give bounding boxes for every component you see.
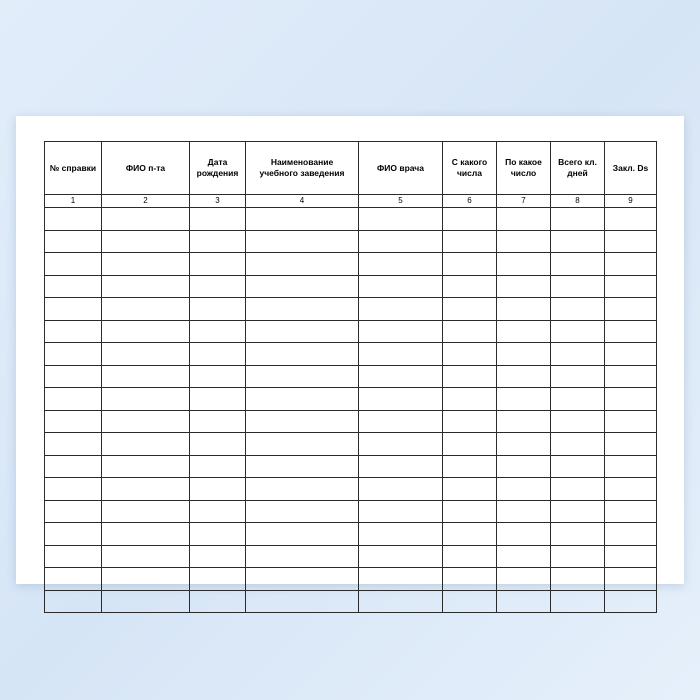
table-cell[interactable] xyxy=(45,410,102,433)
column-number: 5 xyxy=(359,195,443,208)
table-cell[interactable] xyxy=(497,253,551,276)
table-cell[interactable] xyxy=(443,455,497,478)
table-cell[interactable] xyxy=(605,388,657,411)
table-cell[interactable] xyxy=(551,478,605,501)
table-cell[interactable] xyxy=(551,568,605,591)
table-cell[interactable] xyxy=(605,455,657,478)
table-cell[interactable] xyxy=(359,523,443,546)
table-cell[interactable] xyxy=(102,410,190,433)
table-cell[interactable] xyxy=(359,208,443,231)
table-cell[interactable] xyxy=(605,298,657,321)
header-line: Дата xyxy=(207,157,228,167)
table-cell[interactable] xyxy=(45,568,102,591)
table-cell[interactable] xyxy=(551,410,605,433)
table-cell[interactable] xyxy=(497,230,551,253)
table-cell[interactable] xyxy=(45,365,102,388)
header-cell-total-days xyxy=(551,142,605,195)
table-cell[interactable] xyxy=(246,523,359,546)
column-number: 2 xyxy=(102,195,190,208)
header-line: рождения xyxy=(196,168,239,178)
table-cell[interactable] xyxy=(102,455,190,478)
table-cell[interactable] xyxy=(45,253,102,276)
header-cell-patient-name xyxy=(102,142,190,195)
table-cell[interactable] xyxy=(551,365,605,388)
table-cell[interactable] xyxy=(605,230,657,253)
header-cell-date-to xyxy=(497,142,551,195)
table-cell[interactable] xyxy=(497,478,551,501)
table-cell[interactable] xyxy=(359,590,443,613)
header-cell-doctor-name xyxy=(359,142,443,195)
table-cell[interactable] xyxy=(443,568,497,591)
column-number: 4 xyxy=(246,195,359,208)
table-cell[interactable] xyxy=(102,523,190,546)
table-cell[interactable] xyxy=(443,365,497,388)
table-cell[interactable] xyxy=(359,320,443,343)
table-cell[interactable] xyxy=(605,433,657,456)
table-cell[interactable] xyxy=(246,500,359,523)
table-row[interactable] xyxy=(45,568,657,591)
table-cell[interactable] xyxy=(551,523,605,546)
table-cell[interactable] xyxy=(190,320,246,343)
table-cell[interactable] xyxy=(497,500,551,523)
table-cell[interactable] xyxy=(190,568,246,591)
table-cell[interactable] xyxy=(497,410,551,433)
table-cell[interactable] xyxy=(102,568,190,591)
table-cell[interactable] xyxy=(497,568,551,591)
table-cell[interactable] xyxy=(605,275,657,298)
table-cell[interactable] xyxy=(190,455,246,478)
table-cell[interactable] xyxy=(246,298,359,321)
table-cell[interactable] xyxy=(359,253,443,276)
table-cell[interactable] xyxy=(45,275,102,298)
table-cell[interactable] xyxy=(102,208,190,231)
table-cell[interactable] xyxy=(102,365,190,388)
table-cell[interactable] xyxy=(443,500,497,523)
table-cell[interactable] xyxy=(190,298,246,321)
table-cell[interactable] xyxy=(443,253,497,276)
column-number: 9 xyxy=(605,195,657,208)
table-cell[interactable] xyxy=(359,500,443,523)
table-cell[interactable] xyxy=(102,500,190,523)
table-row[interactable] xyxy=(45,320,657,343)
table-cell[interactable] xyxy=(359,433,443,456)
table-cell[interactable] xyxy=(443,298,497,321)
table-cell[interactable] xyxy=(359,455,443,478)
table-cell[interactable] xyxy=(246,230,359,253)
table-cell[interactable] xyxy=(551,590,605,613)
table-cell[interactable] xyxy=(190,275,246,298)
column-number: 1 xyxy=(45,195,102,208)
table-header xyxy=(45,142,657,208)
table-cell[interactable] xyxy=(443,478,497,501)
table-cell[interactable] xyxy=(359,275,443,298)
table-cell[interactable] xyxy=(359,365,443,388)
table-cell[interactable] xyxy=(190,523,246,546)
header-line: Всего кл. xyxy=(558,157,597,167)
table-cell[interactable] xyxy=(359,230,443,253)
table-cell[interactable] xyxy=(102,590,190,613)
table-row[interactable] xyxy=(45,545,657,568)
table-row[interactable] xyxy=(45,365,657,388)
table-cell[interactable] xyxy=(605,365,657,388)
table-cell[interactable] xyxy=(359,478,443,501)
table-cell[interactable] xyxy=(497,298,551,321)
column-number-row xyxy=(45,195,657,208)
table-cell[interactable] xyxy=(497,388,551,411)
table-row[interactable] xyxy=(45,343,657,366)
table-cell[interactable] xyxy=(497,343,551,366)
table-cell[interactable] xyxy=(605,208,657,231)
table-cell[interactable] xyxy=(551,500,605,523)
table-cell[interactable] xyxy=(443,545,497,568)
table-cell[interactable] xyxy=(246,208,359,231)
table-cell[interactable] xyxy=(443,343,497,366)
table-cell[interactable] xyxy=(497,455,551,478)
table-cell[interactable] xyxy=(605,568,657,591)
table-cell[interactable] xyxy=(45,320,102,343)
table-cell[interactable] xyxy=(102,343,190,366)
table-cell[interactable] xyxy=(605,500,657,523)
table-cell[interactable] xyxy=(443,275,497,298)
table-cell[interactable] xyxy=(190,230,246,253)
header-line: числа xyxy=(456,168,482,178)
table-cell[interactable] xyxy=(443,410,497,433)
table-cell[interactable] xyxy=(551,545,605,568)
table-cell[interactable] xyxy=(551,455,605,478)
header-line: По какое xyxy=(505,157,542,167)
table-cell[interactable] xyxy=(246,568,359,591)
table-row[interactable] xyxy=(45,298,657,321)
column-number: 8 xyxy=(551,195,605,208)
table-cell[interactable] xyxy=(190,365,246,388)
table-cell[interactable] xyxy=(246,410,359,433)
table-row[interactable] xyxy=(45,478,657,501)
column-number: 7 xyxy=(497,195,551,208)
table-cell[interactable] xyxy=(551,298,605,321)
register-table-container xyxy=(44,141,656,613)
header-line: С какого xyxy=(451,157,488,167)
header-cell-institution xyxy=(246,142,359,195)
table-cell[interactable] xyxy=(497,320,551,343)
table-cell[interactable] xyxy=(190,388,246,411)
table-cell[interactable] xyxy=(551,230,605,253)
table-cell[interactable] xyxy=(45,478,102,501)
table-cell[interactable] xyxy=(102,253,190,276)
table-cell[interactable] xyxy=(497,433,551,456)
table-row[interactable] xyxy=(45,523,657,546)
table-cell[interactable] xyxy=(443,320,497,343)
table-cell[interactable] xyxy=(45,208,102,231)
table-cell[interactable] xyxy=(102,433,190,456)
header-cell-spravka-number xyxy=(45,142,102,195)
table-cell[interactable] xyxy=(246,253,359,276)
table-cell[interactable] xyxy=(190,253,246,276)
table-cell[interactable] xyxy=(45,343,102,366)
table-cell[interactable] xyxy=(497,365,551,388)
table-cell[interactable] xyxy=(443,230,497,253)
table-cell[interactable] xyxy=(246,478,359,501)
table-cell[interactable] xyxy=(605,343,657,366)
table-cell[interactable] xyxy=(45,523,102,546)
table-cell[interactable] xyxy=(359,410,443,433)
table-cell[interactable] xyxy=(246,590,359,613)
table-row[interactable] xyxy=(45,500,657,523)
table-row[interactable] xyxy=(45,455,657,478)
table-cell[interactable] xyxy=(497,590,551,613)
table-cell[interactable] xyxy=(102,478,190,501)
table-cell[interactable] xyxy=(246,320,359,343)
table-cell[interactable] xyxy=(551,388,605,411)
table-body xyxy=(45,208,657,613)
table-cell[interactable] xyxy=(102,545,190,568)
table-cell[interactable] xyxy=(551,275,605,298)
table-cell[interactable] xyxy=(551,253,605,276)
header-line: Закл. Ds xyxy=(612,162,649,173)
column-number: 3 xyxy=(190,195,246,208)
table-cell[interactable] xyxy=(190,343,246,366)
table-cell[interactable] xyxy=(246,365,359,388)
table-row[interactable] xyxy=(45,388,657,411)
table-cell[interactable] xyxy=(45,545,102,568)
header-cell-birth-date xyxy=(190,142,246,195)
paper-sheet xyxy=(16,116,684,584)
table-cell[interactable] xyxy=(45,230,102,253)
table-cell[interactable] xyxy=(190,433,246,456)
table-cell[interactable] xyxy=(359,568,443,591)
table-row[interactable] xyxy=(45,230,657,253)
table-cell[interactable] xyxy=(190,545,246,568)
table-cell[interactable] xyxy=(190,410,246,433)
table-cell[interactable] xyxy=(605,523,657,546)
table-cell[interactable] xyxy=(359,388,443,411)
table-cell[interactable] xyxy=(102,230,190,253)
header-cell-diagnosis xyxy=(605,142,657,195)
table-cell[interactable] xyxy=(443,590,497,613)
table-cell[interactable] xyxy=(45,433,102,456)
table-row[interactable] xyxy=(45,275,657,298)
header-line: ФИО п-та xyxy=(125,162,166,173)
header-line: дней xyxy=(567,168,588,178)
table-cell[interactable] xyxy=(190,208,246,231)
table-cell[interactable] xyxy=(246,545,359,568)
table-cell[interactable] xyxy=(359,343,443,366)
table-cell[interactable] xyxy=(605,478,657,501)
header-cell-date-from xyxy=(443,142,497,195)
table-cell[interactable] xyxy=(443,433,497,456)
header-line: учебного заведения xyxy=(259,168,345,178)
table-cell[interactable] xyxy=(497,523,551,546)
table-cell[interactable] xyxy=(605,545,657,568)
table-cell[interactable] xyxy=(551,208,605,231)
table-cell[interactable] xyxy=(190,500,246,523)
table-cell[interactable] xyxy=(497,275,551,298)
header-row xyxy=(45,142,657,195)
register-table xyxy=(44,141,657,613)
table-cell[interactable] xyxy=(190,478,246,501)
table-cell[interactable] xyxy=(443,523,497,546)
header-line: ФИО врача xyxy=(377,162,424,173)
table-cell[interactable] xyxy=(45,455,102,478)
header-line: № справки xyxy=(49,162,97,173)
table-row[interactable] xyxy=(45,253,657,276)
table-cell[interactable] xyxy=(246,433,359,456)
table-row[interactable] xyxy=(45,590,657,613)
table-cell[interactable] xyxy=(551,320,605,343)
table-cell[interactable] xyxy=(551,433,605,456)
table-cell[interactable] xyxy=(45,590,102,613)
table-row[interactable] xyxy=(45,433,657,456)
table-cell[interactable] xyxy=(359,545,443,568)
header-line: Наименование xyxy=(270,157,334,167)
table-cell[interactable] xyxy=(190,590,246,613)
table-row[interactable] xyxy=(45,410,657,433)
table-cell[interactable] xyxy=(359,298,443,321)
column-number: 6 xyxy=(443,195,497,208)
header-line: число xyxy=(510,168,537,178)
table-cell[interactable] xyxy=(246,275,359,298)
table-cell[interactable] xyxy=(102,298,190,321)
table-cell[interactable] xyxy=(246,455,359,478)
table-cell[interactable] xyxy=(605,590,657,613)
table-cell[interactable] xyxy=(497,208,551,231)
table-cell[interactable] xyxy=(551,343,605,366)
table-cell[interactable] xyxy=(45,298,102,321)
table-cell[interactable] xyxy=(497,545,551,568)
table-cell[interactable] xyxy=(102,320,190,343)
table-cell[interactable] xyxy=(246,343,359,366)
table-cell[interactable] xyxy=(102,275,190,298)
table-cell[interactable] xyxy=(443,208,497,231)
table-cell[interactable] xyxy=(605,253,657,276)
table-cell[interactable] xyxy=(102,388,190,411)
table-row[interactable] xyxy=(45,208,657,231)
table-cell[interactable] xyxy=(605,410,657,433)
table-cell[interactable] xyxy=(45,500,102,523)
table-cell[interactable] xyxy=(246,388,359,411)
table-cell[interactable] xyxy=(443,388,497,411)
table-cell[interactable] xyxy=(605,320,657,343)
table-cell[interactable] xyxy=(45,388,102,411)
